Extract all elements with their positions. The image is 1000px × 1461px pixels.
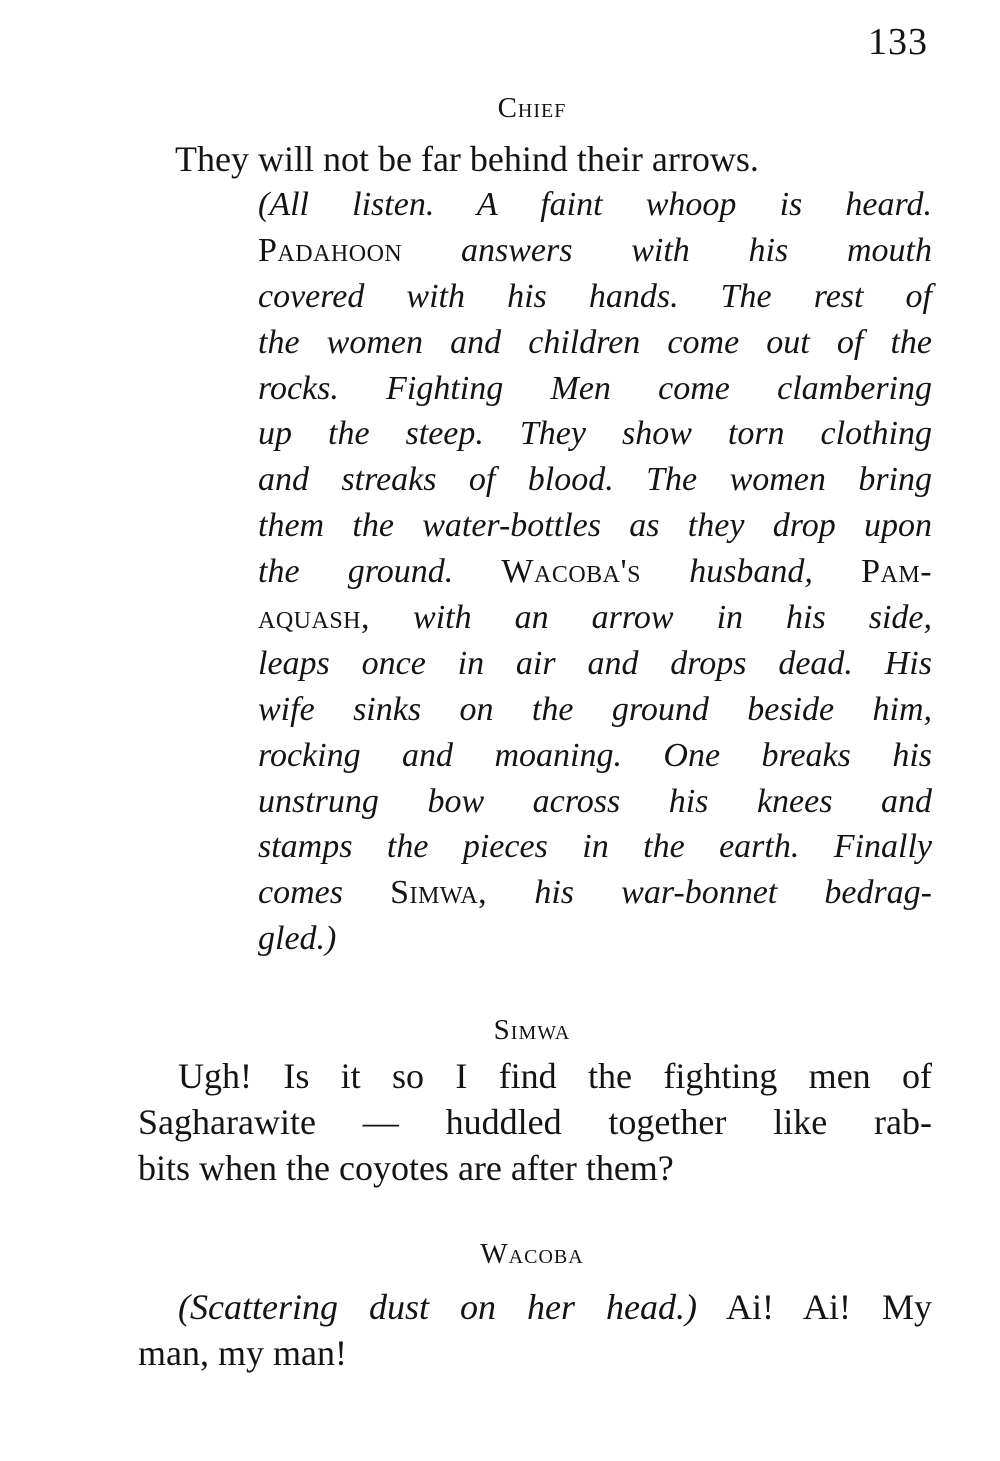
speaker-wacoba: Wacoba: [480, 1238, 584, 1270]
stage-line: the women and children come out of the: [258, 323, 932, 361]
stage-line: up the steep. They show torn clothing: [258, 415, 932, 453]
wacoba-speech: [138, 1284, 932, 1376]
stage-direction: [258, 182, 932, 962]
stage-line: rocks. Fighting Men come clambering: [258, 369, 932, 407]
stage-text: with an arrow in his side,: [413, 599, 933, 637]
stage-line: unstrung bow across his knees and: [258, 782, 932, 820]
character-name: aquash,: [258, 599, 371, 637]
simwa-speech: [138, 1053, 932, 1191]
stage-line: [258, 228, 932, 274]
speaker-chief: Chief: [497, 92, 567, 124]
stage-line: wife sinks on the ground beside him,: [258, 690, 932, 728]
chief-speech: They will not be far behind their arrows.: [175, 139, 759, 179]
character-name: Padahoon: [258, 231, 403, 269]
stage-text: the ground.: [258, 553, 454, 591]
speech-line: Ugh! Is it so I find the fighting men of: [178, 1056, 932, 1096]
stage-line: leaps once in air and drops dead. His: [258, 644, 932, 682]
stage-line: [258, 870, 932, 916]
stage-line: [258, 549, 932, 595]
speech-line: man, my man!: [138, 1333, 347, 1373]
speech-line: bits when the coyotes are after them?: [138, 1148, 674, 1188]
speech-line: Sagharawite — huddled together like rab-: [138, 1102, 932, 1142]
stage-text: his war-bonnet bedrag-: [534, 874, 933, 912]
stage-line: them the water-bottles as they drop upon: [258, 507, 932, 545]
character-name: Wacoba's: [501, 553, 641, 591]
stage-line: and streaks of blood. The women bring: [258, 461, 932, 499]
speech-text: Ai! Ai! My: [726, 1287, 933, 1327]
stage-line: stamps the pieces in the earth. Finally: [258, 828, 932, 866]
stage-text: (Scattering dust on her head.): [178, 1287, 697, 1327]
stage-line: gled.): [258, 920, 337, 958]
page-number: 133: [868, 21, 928, 63]
stage-line: rocking and moaning. One breaks his: [258, 736, 932, 774]
speech-line: [138, 1284, 932, 1330]
stage-line: (All listen. A faint whoop is heard.: [258, 186, 932, 223]
character-name: Simwa,: [390, 874, 488, 912]
stage-line: covered with his hands. The rest of: [258, 277, 932, 315]
stage-text: answers with his mouth: [461, 231, 932, 269]
stage-text: comes: [258, 874, 343, 912]
stage-line: [258, 595, 932, 641]
stage-text: husband,: [689, 553, 813, 591]
character-name: Pam-: [861, 553, 933, 591]
speaker-simwa: Simwa: [493, 1014, 571, 1046]
